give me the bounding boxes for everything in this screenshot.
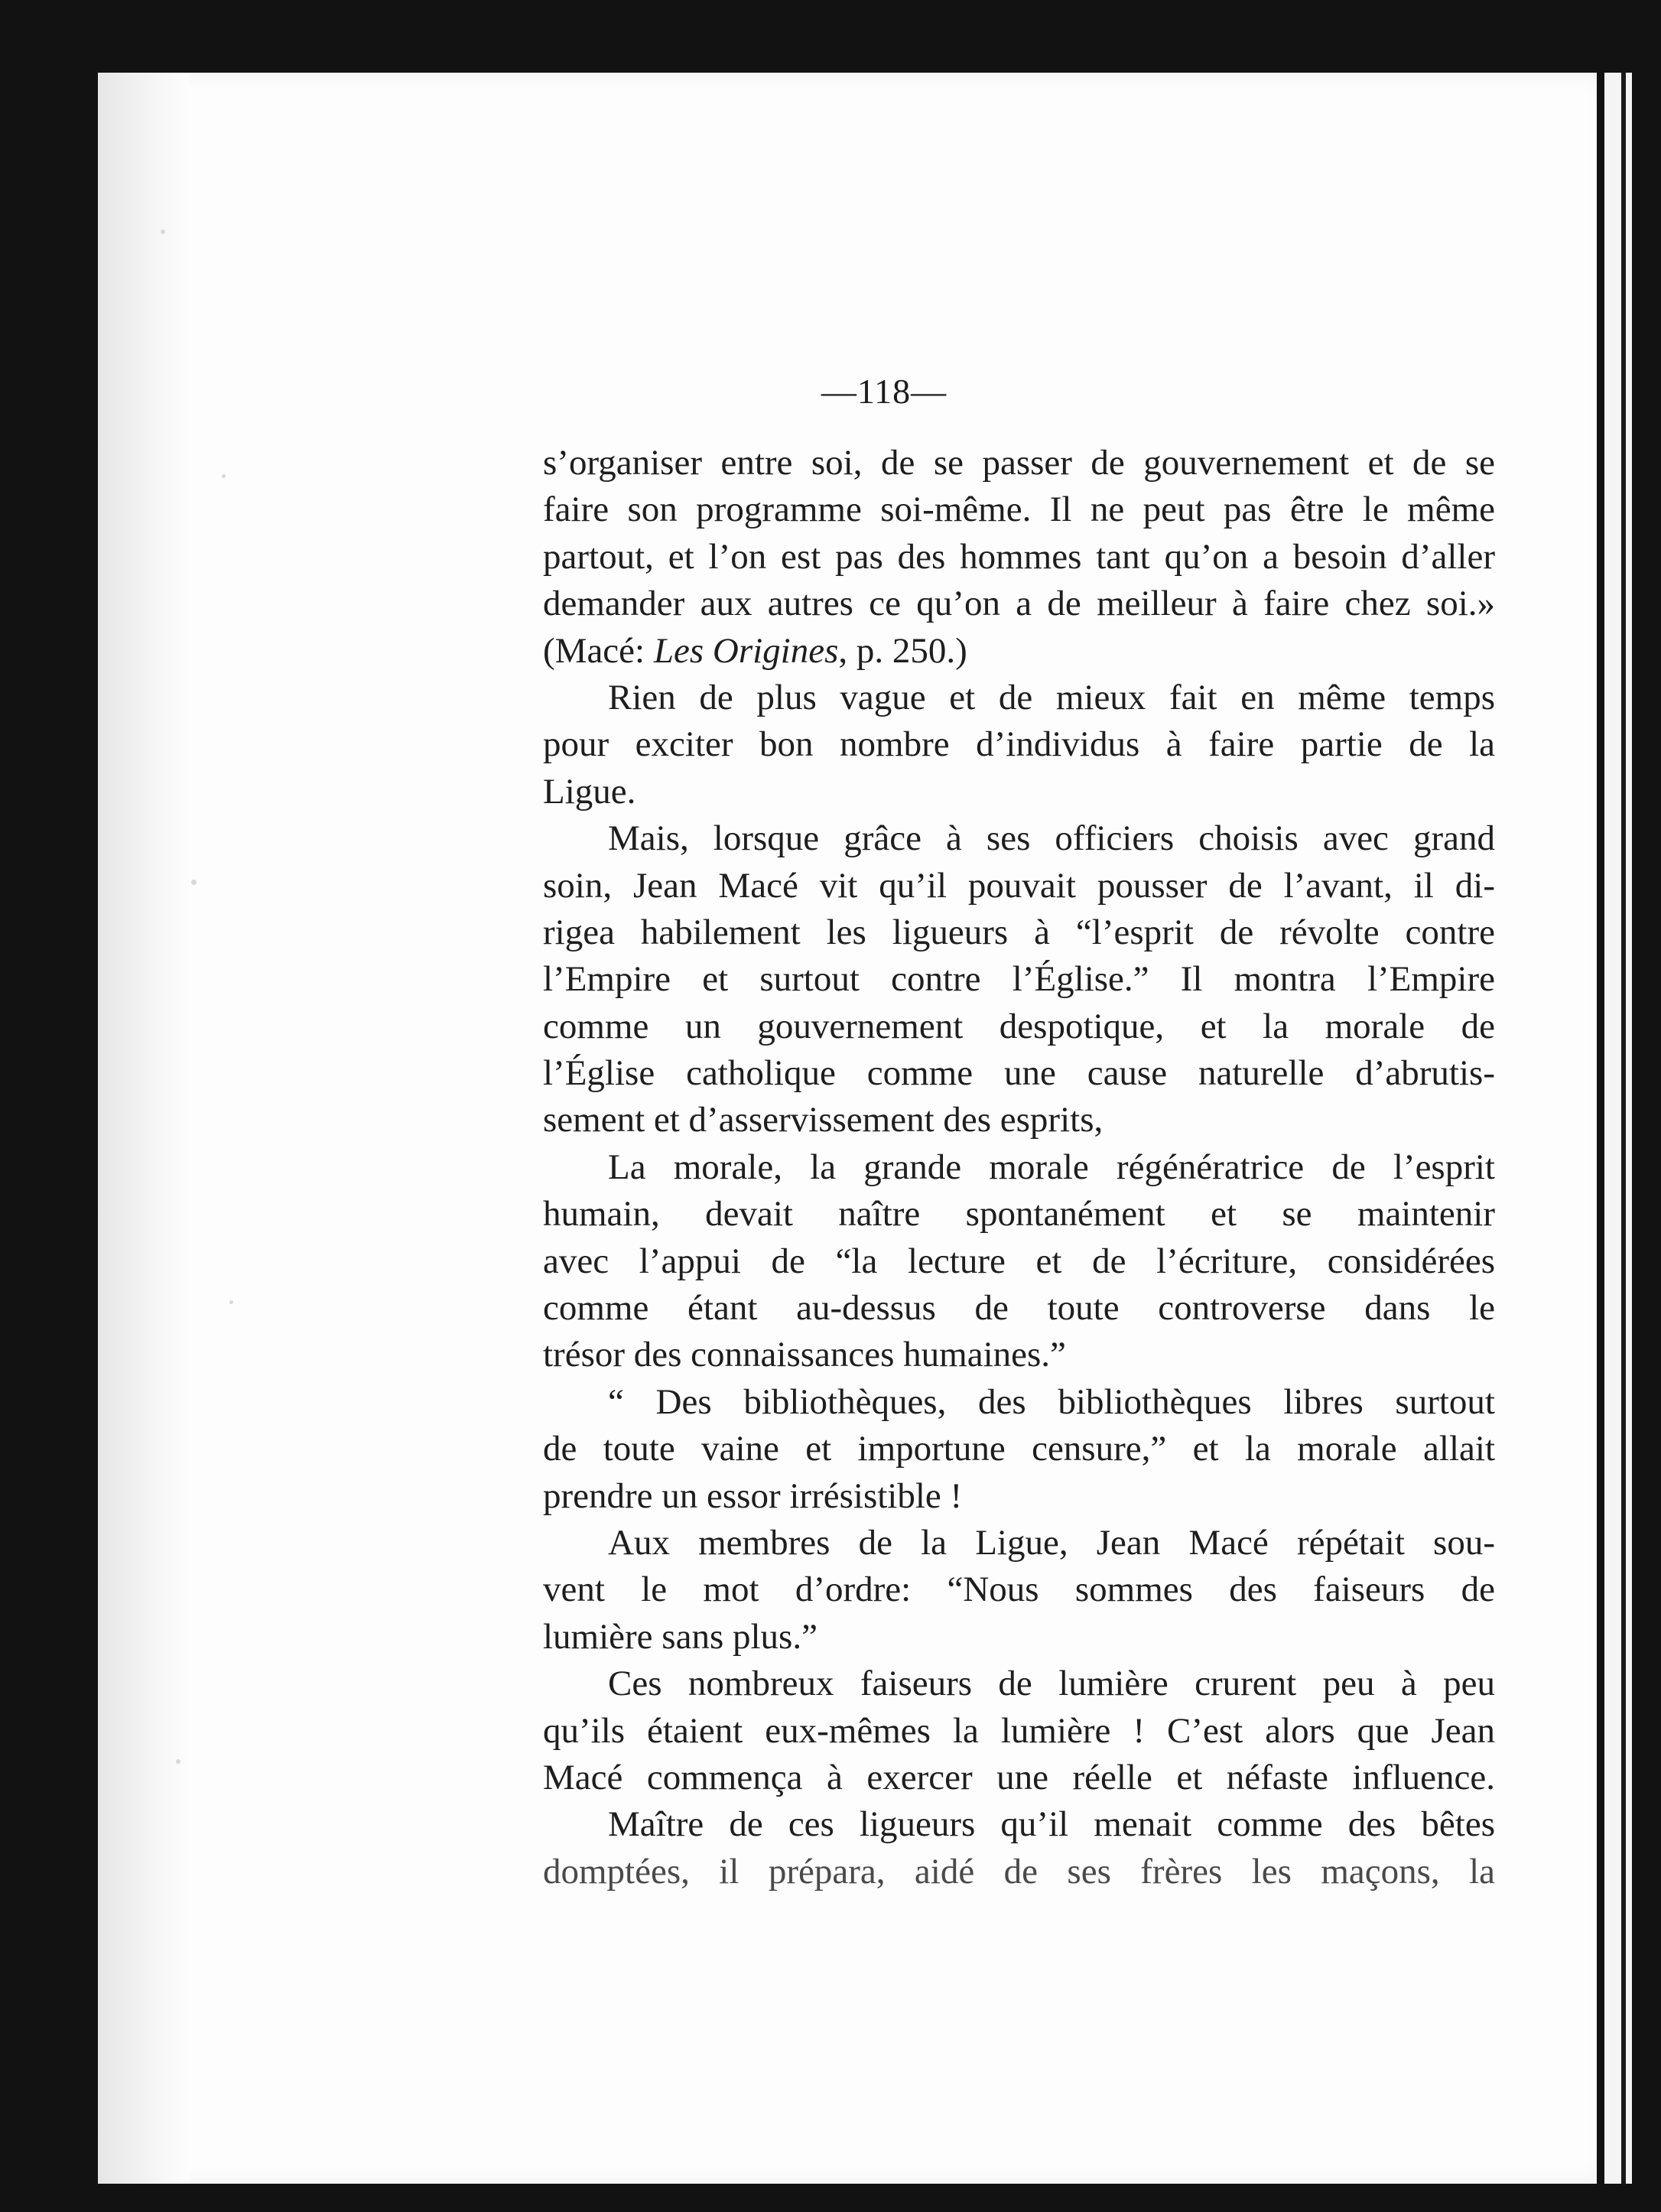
paragraph	[543, 1520, 1495, 1661]
text-line: l’Église catholique comme une cause naturelle d’abrutis-	[543, 1053, 1495, 1094]
text-line: humain, devait naître spontanément et se maintenir	[543, 1194, 1495, 1234]
text-line: qu’ils étaient eux-mêmes la lumière ! C’est alors que Jean	[543, 1710, 1495, 1751]
paragraph	[543, 1144, 1495, 1379]
text-line: “ Des bibliothèques, des bibliothèques libres surtout	[608, 1381, 1495, 1422]
text-line: Ligue.	[543, 771, 636, 812]
text-line: comme étant au-dessus de toute controverse dans le	[543, 1288, 1495, 1329]
citation-line	[543, 628, 1495, 675]
text-line: faire son programme soi-même. Il ne peut pas être le même	[543, 490, 1495, 530]
citation-prefix: (Macé:	[543, 630, 654, 671]
scan-speck	[161, 229, 165, 234]
text-line: s’organiser entre soi, de se passer de gouvernement et de se	[543, 443, 1495, 483]
text-line: pour exciter bon nombre d’individus à faire partie de la	[543, 724, 1495, 765]
scan-speck	[191, 880, 197, 885]
paragraph	[543, 440, 1495, 675]
text-line: Maître de ces ligueurs qu’il menait comme des bêtes	[608, 1804, 1495, 1845]
text-line: lumière sans plus.”	[543, 1616, 817, 1657]
scan-speck	[222, 474, 226, 478]
paragraph	[543, 1379, 1495, 1520]
paragraph	[543, 1661, 1495, 1801]
text-line: Macé commença à exercer une réelle et néfaste influence.	[543, 1757, 1495, 1797]
text-line: soin, Jean Macé vit qu’il pouvait pousser de l’avant, il di-	[543, 865, 1495, 906]
scan-speck	[176, 1759, 180, 1764]
scan-speck	[229, 1300, 233, 1304]
text-line: rigea habilement les ligueurs à “l’esprit de révolte contre	[543, 912, 1495, 952]
text-line: avec l’appui de “la lecture et de l’écriture, considérées	[543, 1241, 1495, 1281]
text-line: Rien de plus vague et de mieux fait en même temps	[608, 677, 1495, 717]
text-line: prendre un essor irrésistible !	[543, 1475, 963, 1516]
text-line: partout, et l’on est pas des hommes tant qu’on a besoin d’aller	[543, 536, 1495, 577]
text-line: demander aux autres ce qu’on a de meilleur à faire chez soi.»	[543, 584, 1495, 624]
text-line: l’Empire et surtout contre l’Église.” Il montra l’Empire	[543, 959, 1495, 1000]
text-line: domptées, il prépara, aidé de ses frères les maçons, la	[543, 1851, 1495, 1892]
text-line: La morale, la grande morale régénératrice de l’esprit	[608, 1147, 1495, 1187]
text-line: Mais, lorsque grâce à ses officiers choisis avec grand	[608, 818, 1495, 859]
citation-title: Les Origines	[653, 630, 839, 671]
text-line: trésor des connaissances humaines.”	[543, 1335, 1066, 1375]
body-text	[543, 440, 1495, 1895]
text-line: vent le mot d’ordre: “Nous sommes des faiseurs de	[543, 1570, 1495, 1610]
paragraph	[543, 675, 1495, 815]
text-line: de toute vaine et importune censure,” et la morale allait	[543, 1429, 1495, 1469]
citation-suffix: , p. 250.)	[838, 630, 967, 671]
text-line: comme un gouvernement despotique, et la morale de	[543, 1006, 1495, 1046]
text-line: Ces nombreux faiseurs de lumière crurent peu à peu	[608, 1664, 1495, 1704]
text-line: Aux membres de la Ligue, Jean Macé répétait sou-	[608, 1522, 1495, 1563]
page-number: —118—	[821, 372, 948, 411]
text-line: sement et d’asservissement des esprits,	[543, 1100, 1104, 1140]
paragraph	[543, 1801, 1495, 1895]
paragraph	[543, 815, 1495, 1144]
